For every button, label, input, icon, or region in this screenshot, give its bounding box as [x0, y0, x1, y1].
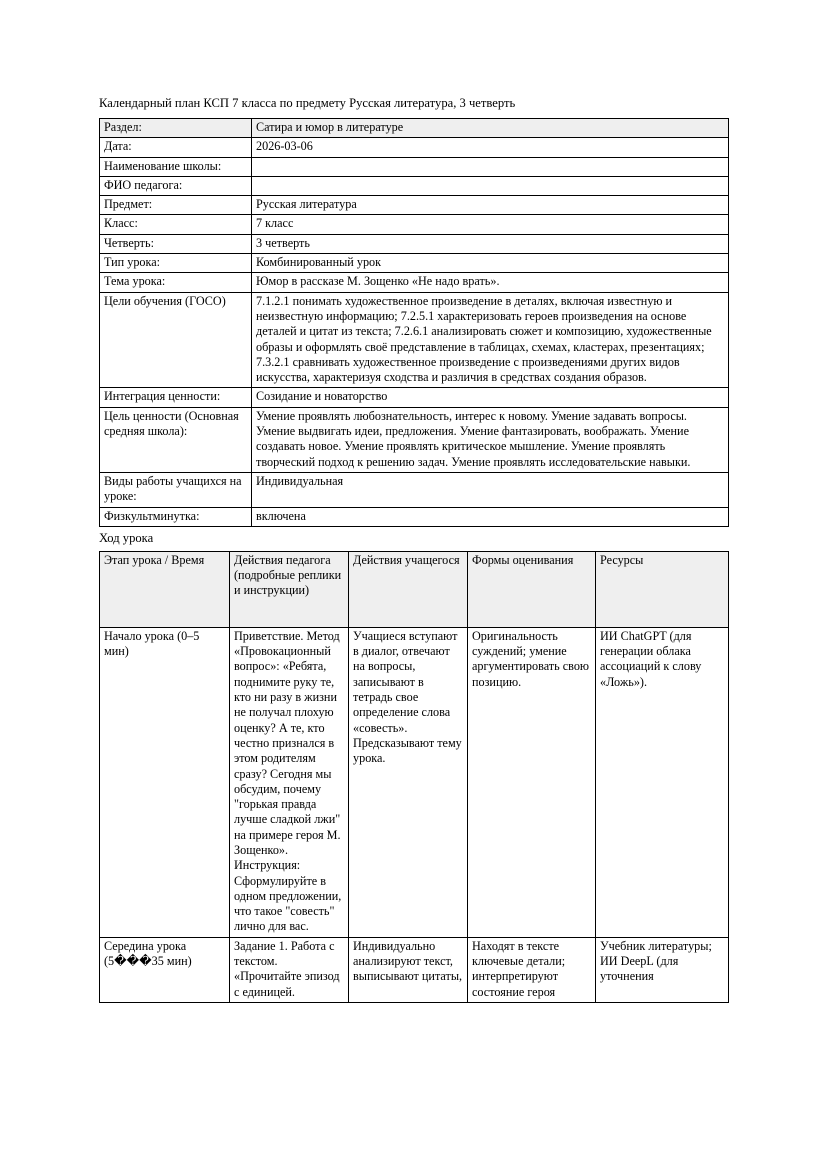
flow-teacher-cell: Приветствие. Метод «Провокационный вопрос»: «Ребята, поднимите руку те, кто ни разу в жизни не получал плохую оценку? А те, кто честно признался в этом родителям сразу? Сегодня мы обсудим, почему "горькая правда лучше сладкой лжи" на примере героя М. Зощенко». Инструкция: Сформулируйте в одном предложении, что такое "совесть" лично для вас.	[230, 627, 349, 937]
info-value-cell: Индивидуальная	[252, 472, 729, 507]
info-label-cell: ФИО педагога:	[100, 176, 252, 195]
info-value-cell	[252, 157, 729, 176]
table-row	[100, 507, 729, 526]
info-label-cell: Класс:	[100, 215, 252, 234]
info-label-cell: Наименование школы:	[100, 157, 252, 176]
table-row	[100, 138, 729, 157]
info-label-cell: Предмет:	[100, 196, 252, 215]
table-row	[100, 157, 729, 176]
info-label-cell: Тип урока:	[100, 254, 252, 273]
flow-assessment-cell: Оригинальность суждений; умение аргументировать свою позицию.	[468, 627, 596, 937]
flow-header-cell: Ресурсы	[596, 551, 729, 627]
info-label-cell: Дата:	[100, 138, 252, 157]
table-row	[100, 292, 729, 388]
table-row	[100, 119, 729, 138]
lesson-flow-table	[99, 551, 729, 1003]
info-value-cell: Умение проявлять любознательность, интерес к новому. Умение задавать вопросы. Умение выдвигать идеи, предложения. Умение фантазировать, воображать. Умение создавать новое. Умение проявлять критическое мышление. Умение проявлять творческий подход к решению задач. Умение проявлять исследовательские навыки.	[252, 407, 729, 472]
table-row	[100, 196, 729, 215]
table-row	[100, 254, 729, 273]
flow-student-cell: Индивидуально анализируют текст, выписывают цитаты,	[349, 937, 468, 1002]
flow-header-cell: Формы оценивания	[468, 551, 596, 627]
table-row	[100, 273, 729, 292]
flow-header-cell: Этап урока / Время	[100, 551, 230, 627]
info-label-cell: Цели обучения (ГОСО)	[100, 292, 252, 388]
flow-stage-cell: Середина урока (5���35 мин)	[100, 937, 230, 1002]
page-title: Календарный план КСП 7 класса по предмету Русская литература, 3 четверть	[99, 96, 516, 110]
info-value-cell: 7 класс	[252, 215, 729, 234]
table-row	[100, 176, 729, 195]
table-row	[100, 215, 729, 234]
flow-header-cell: Действия учащегося	[349, 551, 468, 627]
flow-stage-cell: Начало урока (0–5 мин)	[100, 627, 230, 937]
info-label-cell: Физкультминутка:	[100, 507, 252, 526]
table-row	[100, 234, 729, 253]
empty-cell-spacer	[256, 159, 724, 174]
info-value-cell: Юмор в рассказе М. Зощенко «Не надо врать».	[252, 273, 729, 292]
table-row	[100, 937, 729, 1002]
table-row	[100, 388, 729, 407]
info-label-cell: Виды работы учащихся на уроке:	[100, 472, 252, 507]
info-value-cell: включена	[252, 507, 729, 526]
flow-resources-cell: Учебник литературы; ИИ DeepL (для уточнения	[596, 937, 729, 1002]
info-label-cell: Интеграция ценности:	[100, 388, 252, 407]
info-label-cell: Четверть:	[100, 234, 252, 253]
table-row	[100, 472, 729, 507]
info-value-cell: 2026-03-06	[252, 138, 729, 157]
info-value-cell: Сатира и юмор в литературе	[252, 119, 729, 138]
table-row	[100, 627, 729, 937]
info-label-cell: Цель ценности (Основная средняя школа):	[100, 407, 252, 472]
lesson-flow-head	[100, 551, 729, 627]
info-value-cell: Созидание и новаторство	[252, 388, 729, 407]
flow-student-cell: Учащиеся вступают в диалог, отвечают на вопросы, записывают в тетрадь свое определение слова «совесть». Предсказывают тему урока.	[349, 627, 468, 937]
table-row	[100, 407, 729, 472]
lesson-flow-caption: Ход урока	[99, 530, 154, 545]
info-label-cell: Раздел:	[100, 119, 252, 138]
lesson-info-body	[100, 119, 729, 527]
info-label-cell: Тема урока:	[100, 273, 252, 292]
table-header-row	[100, 551, 729, 627]
flow-assessment-cell: Находят в тексте ключевые детали; интерпретируют состояние героя	[468, 937, 596, 1002]
info-value-cell: Русская литература	[252, 196, 729, 215]
flow-resources-cell: ИИ ChatGPT (для генерации облака ассоциаций к слову «Ложь»).	[596, 627, 729, 937]
empty-cell-spacer	[256, 178, 724, 193]
flow-header-cell: Действия педагога (подробные реплики и инструкции)	[230, 551, 349, 627]
lesson-info-table	[99, 118, 729, 527]
info-value-cell: 7.1.2.1 понимать художественное произведение в деталях, включая известную и неизвестную информацию; 7.2.5.1 характеризовать героев произведения на основе деталей и цитат из текста; 7.2.6.1 анализировать сюжет и композицию, художественные образы и оформлять своё представление в таблицах, схемах, кластерах, презентациях; 7.3.2.1 сравнивать художественное произведение с произведениями других видов искусства, характеризуя сходства и различия в средствах создания образов.	[252, 292, 729, 388]
info-value-cell	[252, 176, 729, 195]
flow-teacher-cell: Задание 1. Работа с текстом. «Прочитайте эпизод с единицей.	[230, 937, 349, 1002]
lesson-flow-body	[100, 627, 729, 1002]
info-value-cell: Комбинированный урок	[252, 254, 729, 273]
info-value-cell: 3 четверть	[252, 234, 729, 253]
